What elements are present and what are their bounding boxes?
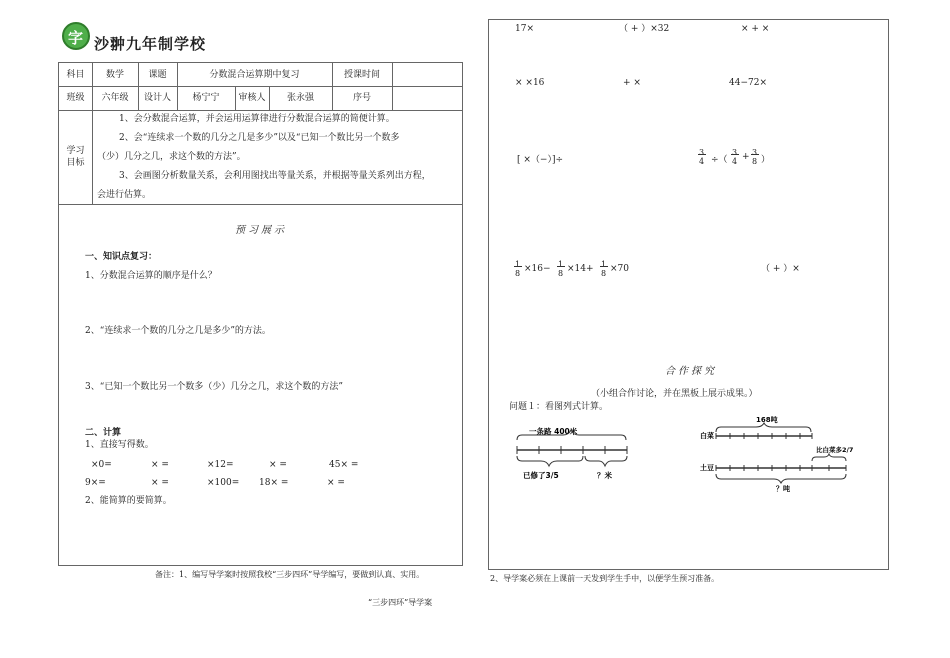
expr: × + × — [741, 24, 770, 34]
goals-label-2: 目标 — [66, 158, 85, 168]
calc-item: ×100= — [207, 478, 240, 488]
calc-item: × = — [269, 460, 287, 470]
question-1: 1、分数混合运算的顺序是什么？ — [85, 271, 217, 281]
svg-text:168吨: 168吨 — [756, 416, 778, 424]
question-3: 3、“已知一个数比另一个数多（少）几分之几，求这个数的方法” — [85, 382, 343, 392]
subject-value: 数学 — [105, 70, 124, 80]
calc-sub-1: 1、直接写得数。 — [85, 440, 154, 450]
serial-label: 序号 — [352, 93, 371, 103]
reviewer-value: 张永强 — [286, 93, 314, 103]
svg-text:土豆: 土豆 — [700, 464, 714, 472]
svg-text:一条路 400米: 一条路 400米 — [529, 427, 578, 436]
svg-text:白菜: 白菜 — [700, 432, 714, 440]
goal-line: 会进行估算。 — [97, 190, 152, 200]
svg-text:？米: ？米 — [597, 471, 612, 480]
class-value: 六年级 — [101, 93, 129, 103]
vegetable-diagram — [694, 412, 884, 492]
lesson-time-label: 授课时间 — [343, 70, 380, 80]
goal-line: 3、会画图分析数量关系，会利用图找出等量关系，并根据等量关系列出方程， — [119, 171, 431, 181]
school-logo: 字 — [62, 22, 90, 50]
road-diagram — [501, 412, 661, 482]
calc-item: × = — [151, 478, 169, 488]
problem-1: 问题１：看图列式计算。 — [509, 402, 609, 412]
calc-item: ×12= — [207, 460, 234, 470]
expr: 44−72× — [729, 78, 767, 88]
calc-item: 45× = — [329, 460, 359, 470]
calc-item: × = — [327, 478, 345, 488]
topic-label: 课题 — [148, 70, 167, 80]
designer-label: 设计人 — [143, 93, 171, 103]
coop-subtitle: （小组合作讨论，并在黑板上展示成果。） — [591, 389, 758, 399]
expr: + × — [623, 78, 641, 88]
goals-label-1: 学习 — [66, 146, 85, 156]
expr: × ×16 — [515, 78, 545, 88]
coop-title: 合作探究 — [665, 366, 717, 377]
preview-title: 预习展示 — [235, 225, 287, 236]
calc-item: × = — [151, 460, 169, 470]
calc-sub-2: 2、能简算的要简算。 — [85, 496, 172, 506]
class-label: 班级 — [66, 93, 85, 103]
expr: （ + ）×32 — [619, 24, 670, 34]
section-review: 一、知识点复习： — [85, 252, 158, 262]
calc-item: 9×= — [85, 478, 106, 488]
question-2: 2、“连续求一个数的几分之几是多少”的方法。 — [85, 326, 271, 336]
svg-text:已修了3/5: 已修了3/5 — [523, 471, 559, 480]
expr: [ ×（−）]÷ — [517, 155, 564, 165]
calc-item: ×0= — [91, 460, 112, 470]
expr: （ + ）× — [761, 264, 800, 274]
subject-label: 科目 — [66, 70, 85, 80]
designer-value: 杨宁宁 — [192, 93, 220, 103]
school-name: 沙翀九年制学校 — [94, 35, 207, 53]
footer-bottom: “三步四环”导学案 — [368, 598, 433, 607]
footer-note-1: 备注：1、编写导学案时按照我校“三步四环”导学编写，要做到认真、实用。 — [155, 570, 425, 579]
right-page-frame: 17× （ + ）×32 × + × × ×16 + × 44−72× [ ×（−）]÷ 3 4 ÷（ 3 4 + 3 8 ） 1 8 ×16− 1 8 ×14+ 1 8 ×70 （ + ）× 合作探究 （小组合作讨论，并在黑板上展示成果。） 问题１：看图列式计算。 一条路 400米 已修了3/5 ？米 168吨 白菜 比白菜多2/7 土豆 ？吨 — [488, 19, 889, 570]
section-calc: 二、计算 — [85, 428, 122, 438]
topic-value: 分数混合运算期中复习 — [209, 70, 300, 80]
left-page-frame — [58, 62, 463, 566]
svg-text:？吨: ？吨 — [776, 485, 790, 492]
goal-line: （少）几分之几，求这个数的方法”。 — [97, 152, 246, 162]
calc-item: 18× = — [259, 478, 289, 488]
footer-note-2: 2、导学案必须在上课前一天发到学生手中，以便学生预习准备。 — [490, 574, 720, 583]
goal-line: 2、会“连续求一个数的几分之几是多少”以及“已知一个数比另一个数多 — [119, 133, 400, 143]
expr: 17× — [515, 24, 534, 34]
svg-text:比白菜多2/7: 比白菜多2/7 — [816, 446, 854, 454]
goal-line: 1、会分数混合运算，并会运用运算律进行分数混合运算的简便计算。 — [119, 114, 395, 124]
reviewer-label: 审核人 — [238, 93, 266, 103]
